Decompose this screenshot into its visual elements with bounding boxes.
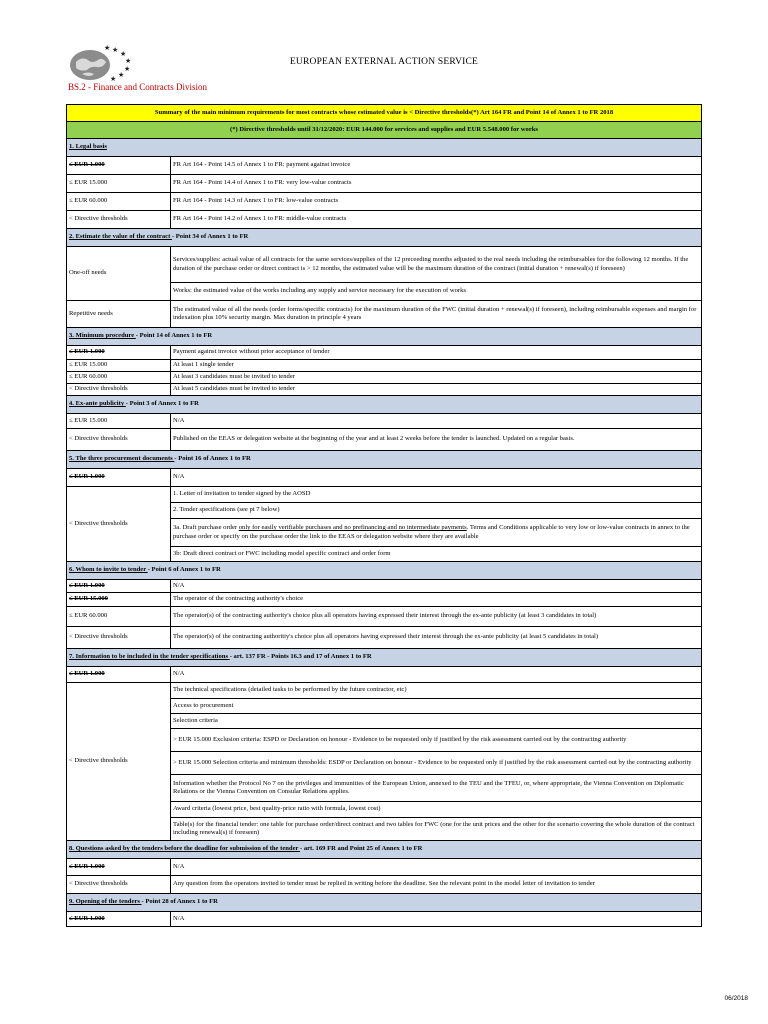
value-cell: FR Art 164 - Point 14.5 of Annex 1 to FR: payment against invoice <box>171 157 702 175</box>
value-cell: FR Art 164 - Point 14.3 of Annex 1 to FR: low-value contracts <box>171 193 702 211</box>
table-title-row <box>67 105 702 122</box>
threshold-cell: ≤ EUR 1.000 <box>67 580 171 593</box>
threshold-cell: < Directive thresholds <box>67 627 171 649</box>
threshold-cell: < Directive thresholds <box>67 211 171 229</box>
threshold-cell: < Directive thresholds <box>67 683 171 841</box>
threshold-cell: ≤ EUR 15.000 <box>67 175 171 193</box>
section-reference: - Point 28 of Annex 1 to FR <box>141 898 218 906</box>
organization-title: EUROPEAN EXTERNAL ACTION SERVICE <box>289 57 479 67</box>
threshold-cell: ≤ EUR 60.000 <box>67 193 171 211</box>
threshold-cell: ≤ EUR 1.000 <box>67 859 171 876</box>
table-title: Summary of the main minimum requirements for most contracts whose estimated value is < Directive thresholds(*) Art 164 FR and Point 14 of Annex 1 to FR 2018 <box>67 105 702 122</box>
value-cell: Access to procurement <box>171 699 702 714</box>
section-title: 1. Legal basis <box>69 143 107 151</box>
threshold-cell: < Directive thresholds <box>67 384 171 396</box>
svg-text:★: ★ <box>112 46 119 54</box>
threshold-cell: ≤ EUR 1.000 <box>67 469 171 487</box>
value-cell: Works: the estimated value of the works including any supply and service necessary for the execution of works <box>171 283 702 301</box>
table-subtitle: (*) Directive thresholds until 31/12/2020: EUR 144.000 for services and supplies and EUR 5.548.000 for works <box>67 122 702 139</box>
section-title: 5. The three procurement documents <box>69 455 175 463</box>
table-row <box>67 247 702 283</box>
value-cell: FR Art 164 - Point 14.2 of Annex 1 to FR: middle-value contracts <box>171 211 702 229</box>
section-reference: - Point 14 of Annex 1 to FR <box>135 332 213 340</box>
threshold-cell: One-off needs <box>67 247 171 301</box>
value-cell: The technical specifications (detailed tasks to be performed by the future contractor, etc) <box>171 683 702 699</box>
threshold-cell: ≤ EUR 1.000 <box>67 157 171 175</box>
table-row <box>67 487 702 503</box>
section-title: 6. Whom to invite to tender <box>69 566 148 574</box>
section-title: 9. Opening of the tenders <box>69 898 142 906</box>
value-cell: > EUR 15.000 Exclusion criteria: ESPD or Declaration on honour - Evidence to be requested only if justified by the risk assessment carried out by the contracting authority <box>171 729 702 752</box>
underlined-text: only for easily verifiable purchases and no prefinancing and no intermediate payments <box>238 524 467 532</box>
table-row <box>67 157 702 175</box>
table-row <box>67 301 702 328</box>
section-title: 7. Information to be included in the tender specifications <box>69 653 230 661</box>
threshold-cell: ≤ EUR 1.000 <box>67 346 171 360</box>
value-cell: The operator of the contracting authority's choice <box>171 593 702 607</box>
section-title: 8. Questions asked by the tenders before the deadline for submission of the tender <box>69 845 300 853</box>
division-name: BS.2 - Finance and Contracts Division <box>68 82 207 92</box>
threshold-cell: ≤ EUR 60.000 <box>67 607 171 627</box>
table-row <box>67 912 702 927</box>
footer-date: 06/2018 <box>724 995 748 1002</box>
section-reference: - Point 34 of Annex 1 to FR <box>171 233 249 241</box>
value-cell: At least 5 candidates must be invited to tender <box>171 384 702 396</box>
table-row <box>67 429 702 451</box>
threshold-cell: ≤ EUR 15.000 <box>67 360 171 372</box>
table-row <box>67 360 702 372</box>
value-cell: At least 3 candidates must be invited to tender <box>171 372 702 384</box>
section-reference: - Point 6 of Annex 1 to FR <box>147 566 221 574</box>
value-cell: The operator(s) of the contracting authority's choice plus all operators having expressed their interest through the ex-ante publicity (at least 3 candidates in total) <box>171 607 702 627</box>
section-reference: - art. 169 FR and Point 25 of Annex 1 to FR <box>299 845 423 853</box>
svg-text:★: ★ <box>124 65 131 73</box>
table-row <box>67 859 702 876</box>
table-row <box>67 211 702 229</box>
threshold-cell: Repetitive needs <box>67 301 171 328</box>
table-row <box>67 175 702 193</box>
value-cell: 2. Tender specifications (see pt 7 below) <box>171 503 702 519</box>
value-cell: The estimated value of all the needs (order forms/specific contracts) for the maximum duration of the FWC (initial duration + renewal(s) if foreseen), including reimbursable expenses and margin for indexation plus 10% security margin. Max duration in principle 4 years <box>171 301 702 328</box>
section-header-ex-ante-publicity <box>67 396 702 414</box>
table-subtitle-row <box>67 122 702 139</box>
value-cell: Table(s) for the financial tender: one table for purchase order/direct contract and two tables for FWC (one for the unit prices and the other for the scenario covering the whole duration of the contract including renewal(s) if foreseen) <box>171 818 702 841</box>
section-reference: - Point 16 of Annex 1 to FR <box>174 455 251 463</box>
table-row <box>67 607 702 627</box>
value-cell: N/A <box>171 667 702 683</box>
section-header-tender-specifications <box>67 649 702 667</box>
table-row <box>67 372 702 384</box>
table-row <box>67 683 702 699</box>
section-header-opening-tenders <box>67 894 702 912</box>
table-row <box>67 580 702 593</box>
value-cell: N/A <box>171 912 702 927</box>
threshold-cell: < Directive thresholds <box>67 876 171 894</box>
svg-text:★: ★ <box>120 50 127 58</box>
svg-text:★: ★ <box>104 44 111 52</box>
threshold-cell: ≤ EUR 1.000 <box>67 667 171 683</box>
value-cell: FR Art 164 - Point 14.4 of Annex 1 to FR: very low-value contracts <box>171 175 702 193</box>
value-cell: The operator(s) of the contracting authoritiy's choice plus all operators having expressed their interest through the ex-ante publicity (at least 5 candidates in total) <box>171 627 702 649</box>
svg-text:★: ★ <box>125 57 132 65</box>
table-row <box>67 469 702 487</box>
section-title: 2. Estimate the value of the contract <box>69 233 172 241</box>
table-row <box>67 414 702 429</box>
section-header-whom-to-invite <box>67 562 702 580</box>
value-cell: 1. Letter of invitation to tender signed by the AOSD <box>171 487 702 503</box>
threshold-cell: < Directive thresholds <box>67 487 171 562</box>
section-reference: - art. 137 FR - Points 16.3 and 17 of Annex 1 to FR <box>229 653 372 661</box>
section-header-legal-basis <box>67 139 702 157</box>
text-segment: 3a. Draft purchase order <box>173 524 239 532</box>
table-row <box>67 667 702 683</box>
section-title: 4. Ex-ante publicity <box>69 400 126 408</box>
threshold-cell: ≤ EUR 1.000 <box>67 912 171 927</box>
value-cell: N/A <box>171 469 702 487</box>
value-cell: Information whether the Protocol No 7 on the privileges and immunities of the European Union, annexed to the TEU and the TFEU, or, where appropriate, the Vienna Convention on Diplomatic Relations or the Vienna Convention on Consular Relations applies. <box>171 775 702 802</box>
section-header-questions <box>67 841 702 859</box>
value-cell: Published on the EEAS or delegation website at the beginning of the year and at least 2 weeks before the tender is launched. Updated on a regular basis. <box>171 429 702 451</box>
value-cell: Selection criteria <box>171 714 702 729</box>
svg-text:★: ★ <box>110 75 117 83</box>
text-segment: . Terms and Conditions applicable to very low or low-value contracts in annex to the purchase order or specify on the purchase order the link to the EEAS or delegation website where they are available <box>173 524 690 540</box>
table-row <box>67 193 702 211</box>
table-row <box>67 384 702 396</box>
value-cell: Award criteria (lowest price, best quality-price ratio with formula, lowest cost) <box>171 802 702 818</box>
section-reference: - Point 3 of Annex 1 to FR <box>125 400 199 408</box>
value-cell: Payment against invoice without prior acceptance of tender <box>171 346 702 360</box>
table-row <box>67 876 702 894</box>
section-header-estimate-value <box>67 229 702 247</box>
svg-text:★: ★ <box>118 71 125 79</box>
threshold-cell: < Directive thresholds <box>67 429 171 451</box>
value-cell: > EUR 15.000 Selection criteria and minimum thresholds: ESDP or Declaration on honour - Evidence to be requested only if justified by the risk assessment carried out by the contracting authority <box>171 752 702 775</box>
value-cell: At least 1 single tender <box>171 360 702 372</box>
requirements-table <box>66 104 702 927</box>
value-cell: N/A <box>171 580 702 593</box>
section-header-procurement-documents <box>67 451 702 469</box>
threshold-cell: ≤ EUR 60.000 <box>67 372 171 384</box>
table-row <box>67 346 702 360</box>
threshold-cell: ≤ EUR 15.000 <box>67 593 171 607</box>
table-row <box>67 593 702 607</box>
value-cell: N/A <box>171 414 702 429</box>
section-title: 3. Minimum procedure <box>69 332 136 340</box>
value-cell: 3b: Draft direct contract or FWC including model specific contract and order form <box>171 547 702 562</box>
value-cell <box>171 519 702 547</box>
value-cell: Any question from the operators invited to tender must be replied in writing before the deadline. See the relevant point in the model letter of invitation to tender <box>171 876 702 894</box>
table-row <box>67 627 702 649</box>
value-cell: Services/supplies: actual value of all contracts for the same services/supplies of the 12 preceeding months adjusted to the real needs including the reimbursables for the following 12 months. If the duration of the purchase order or direct contract is > 12 months, the estimated value will be the maximum duration of the contract (initial duration + renewal(s) if foreseen) <box>171 247 702 283</box>
threshold-cell: ≤ EUR 15.000 <box>67 414 171 429</box>
value-cell: N/A <box>171 859 702 876</box>
section-header-minimum-procedure <box>67 328 702 346</box>
